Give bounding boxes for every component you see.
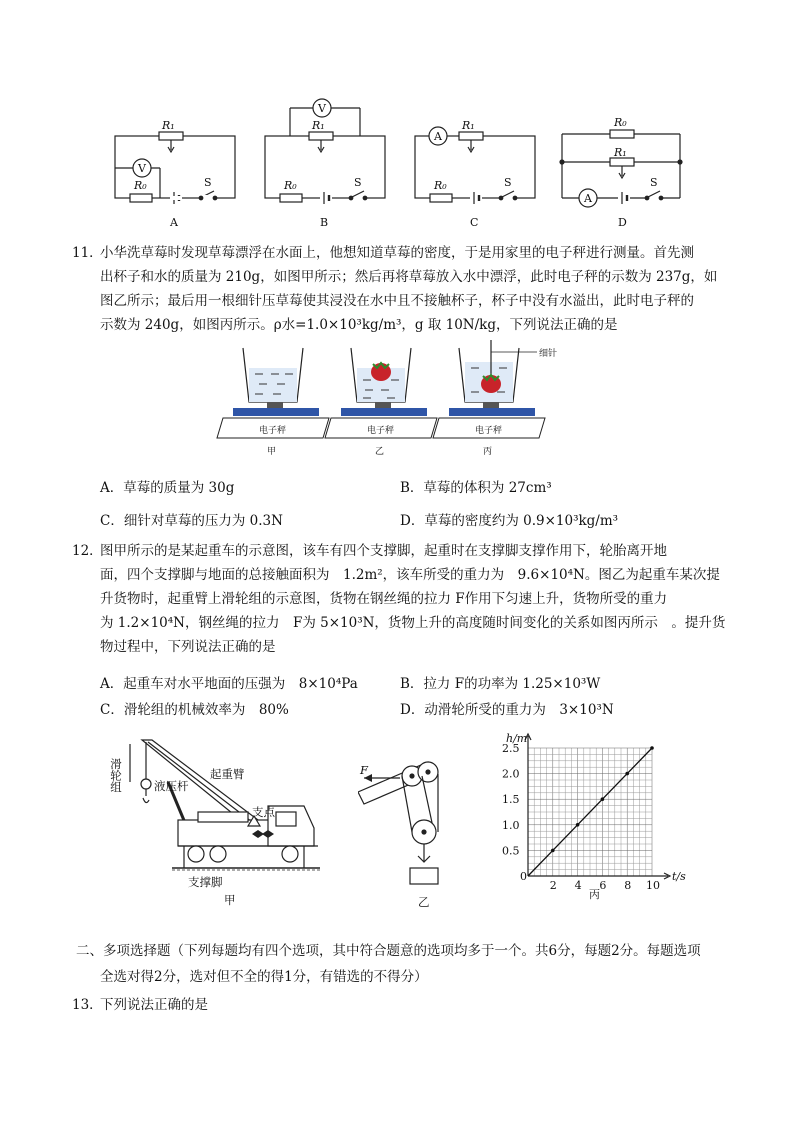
circuit-label-a: A — [170, 216, 178, 229]
switch-label: S — [504, 176, 512, 189]
data-point — [650, 746, 654, 750]
r0-label: R₀ — [614, 116, 627, 129]
fig-label-jia: 甲 — [267, 447, 277, 457]
y-tick-label: 2.5 — [502, 742, 520, 755]
ammeter-label: A — [584, 192, 592, 205]
r1-label: R₁ — [614, 146, 627, 159]
crane-label-pivot: 支点 — [252, 805, 275, 819]
voltmeter-label: V — [318, 102, 326, 115]
q12-line-4: 为 1.2×10⁴N，钢丝绳的拉力 F为 5×10³N，货物上升的高度随时间变化的关系如图丙所示 。提升货 — [100, 615, 726, 631]
scale-setup-bing — [433, 340, 545, 438]
crane-label-hydraulic: 液压杆 — [154, 779, 189, 793]
crane-label-arm: 起重臂 — [210, 767, 245, 781]
circuit-a — [115, 132, 235, 204]
switch-label: S — [650, 176, 658, 189]
q11-option-d[interactable]: D．草莓的密度约为 0.9×10³kg/m³ — [400, 513, 619, 529]
ammeter-label: A — [434, 130, 442, 143]
crane-label-pulley: 滑轮组 — [109, 758, 123, 793]
r0-label: R₀ — [134, 179, 147, 192]
x-tick-label: 8 — [624, 879, 632, 892]
x-tick-label: 4 — [574, 879, 582, 892]
data-point — [551, 849, 555, 853]
circuit-label-c: C — [470, 216, 479, 229]
y-tick-label: 1.5 — [502, 793, 520, 807]
origin-label: 0 — [520, 870, 527, 883]
x-tick-label: 10 — [646, 879, 660, 892]
r0-label: R₀ — [284, 179, 297, 192]
scale-label: 电子秤 — [475, 426, 503, 436]
circuit-d — [560, 130, 682, 207]
pulley-icon — [141, 779, 151, 789]
pulley-figure — [358, 752, 448, 910]
q12-option-b[interactable]: B．拉力 F的功率为 1.25×10³W — [400, 676, 601, 692]
q11-option-b[interactable]: B．草莓的体积为 27cm³ — [400, 480, 552, 496]
r1-label: R₁ — [312, 119, 325, 132]
q12-line-2: 面，四个支撑脚与地面的总接触面积为 1.2m²，该车所受的重力为 9.6×10⁴N。图乙为起重车某次提 — [100, 567, 720, 583]
q12-line-3: 升货物时，起重臂上滑轮组的示意图，货物在钢丝绳的拉力 F作用下匀速上升，货物所受的重力 — [100, 591, 668, 607]
y-tick-label: 2.0 — [502, 767, 520, 781]
crane-fig-label: 甲 — [224, 893, 236, 907]
circuit-c — [415, 127, 535, 204]
q13-number: 13． — [72, 997, 103, 1013]
switch-label: S — [354, 176, 362, 189]
crane-label-leg: 支撑脚 — [188, 875, 223, 889]
q11-figure — [215, 340, 585, 458]
scale-label: 电子秤 — [259, 426, 287, 436]
section2-line-1: 二、多项选择题（下列每题均有四个选项，其中符合题意的选项均多于一个。共6分，每题2分。每题选项 — [76, 943, 701, 959]
q12-line-1: 图甲所示的是某起重车的示意图，该车有四个支撑脚，起重时在支撑脚支撑作用下，轮胎离开地 — [100, 543, 667, 559]
pulley-fig-label: 乙 — [418, 895, 430, 909]
graph-fig-label: 丙 — [589, 888, 600, 901]
fig-label-bing: 丙 — [483, 447, 493, 457]
q13-text: 下列说法正确的是 — [100, 997, 208, 1013]
fig-label-yi: 乙 — [375, 447, 385, 457]
q12-option-a[interactable]: A．起重车对水平地面的压强为 8×10⁴Pa — [100, 676, 358, 692]
q11-option-c[interactable]: C．细针对草莓的压力为 0.3N — [100, 513, 283, 529]
crane-figure — [108, 734, 338, 910]
data-point — [625, 772, 629, 776]
q12-option-d[interactable]: D．动滑轮所受的重力为 3×10³N — [400, 702, 614, 718]
r1-label: R₁ — [162, 119, 175, 132]
switch-label: S — [204, 176, 212, 189]
r1-label: R₁ — [462, 119, 475, 132]
y-axis-label: h/m — [506, 732, 528, 745]
q11-option-a[interactable]: A．草莓的质量为 30g — [100, 480, 235, 496]
circuit-label-d: D — [618, 216, 627, 229]
data-point — [601, 797, 605, 801]
voltmeter-label: V — [138, 162, 146, 175]
data-point — [576, 823, 580, 827]
height-time-graph — [496, 728, 696, 910]
scale-label: 电子秤 — [367, 426, 395, 436]
r0-label: R₀ — [434, 179, 447, 192]
q11-number: 11． — [72, 245, 103, 261]
x-tick-label: 2 — [549, 879, 557, 892]
x-tick-label: 6 — [599, 879, 607, 892]
circuit-label-b: B — [320, 216, 329, 229]
x-axis-label: t/s — [672, 870, 686, 883]
section2-line-2: 全选对得2分，选对但不全的得1分，有错选的不得分） — [100, 969, 428, 985]
circuit-diagrams — [100, 96, 700, 236]
y-tick-label: 0.5 — [502, 844, 520, 858]
y-tick-label: 1.0 — [502, 818, 520, 832]
q11-line-3: 图乙所示；最后用一根细针压草莓使其浸没在水中且不接触杯子，杯子中没有水溢出，此时电子秤的 — [100, 293, 694, 309]
q12-line-5: 物过程中，下列说法正确的是 — [100, 639, 276, 655]
q11-line-1: 小华洗草莓时发现草莓漂浮在水面上，他想知道草莓的密度，于是用家里的电子秤进行测量。首先测 — [100, 245, 694, 261]
scale-setup-jia — [217, 348, 329, 438]
q11-line-4: 示数为 240g，如图丙所示。ρ水=1.0×10³kg/m³，g 取 10N/kg，下列说法正确的是 — [100, 317, 618, 333]
q12-number: 12． — [72, 543, 103, 559]
needle-label: 细针 — [539, 349, 558, 359]
force-label: F — [360, 763, 368, 777]
q11-line-2: 出杯子和水的质量为 210g，如图甲所示；然后再将草莓放入水中漂浮，此时电子秤的示数为 237g，如 — [100, 269, 718, 285]
q12-option-c[interactable]: C．滑轮组的机械效率为 80% — [100, 702, 289, 718]
scale-setup-yi — [325, 348, 437, 438]
